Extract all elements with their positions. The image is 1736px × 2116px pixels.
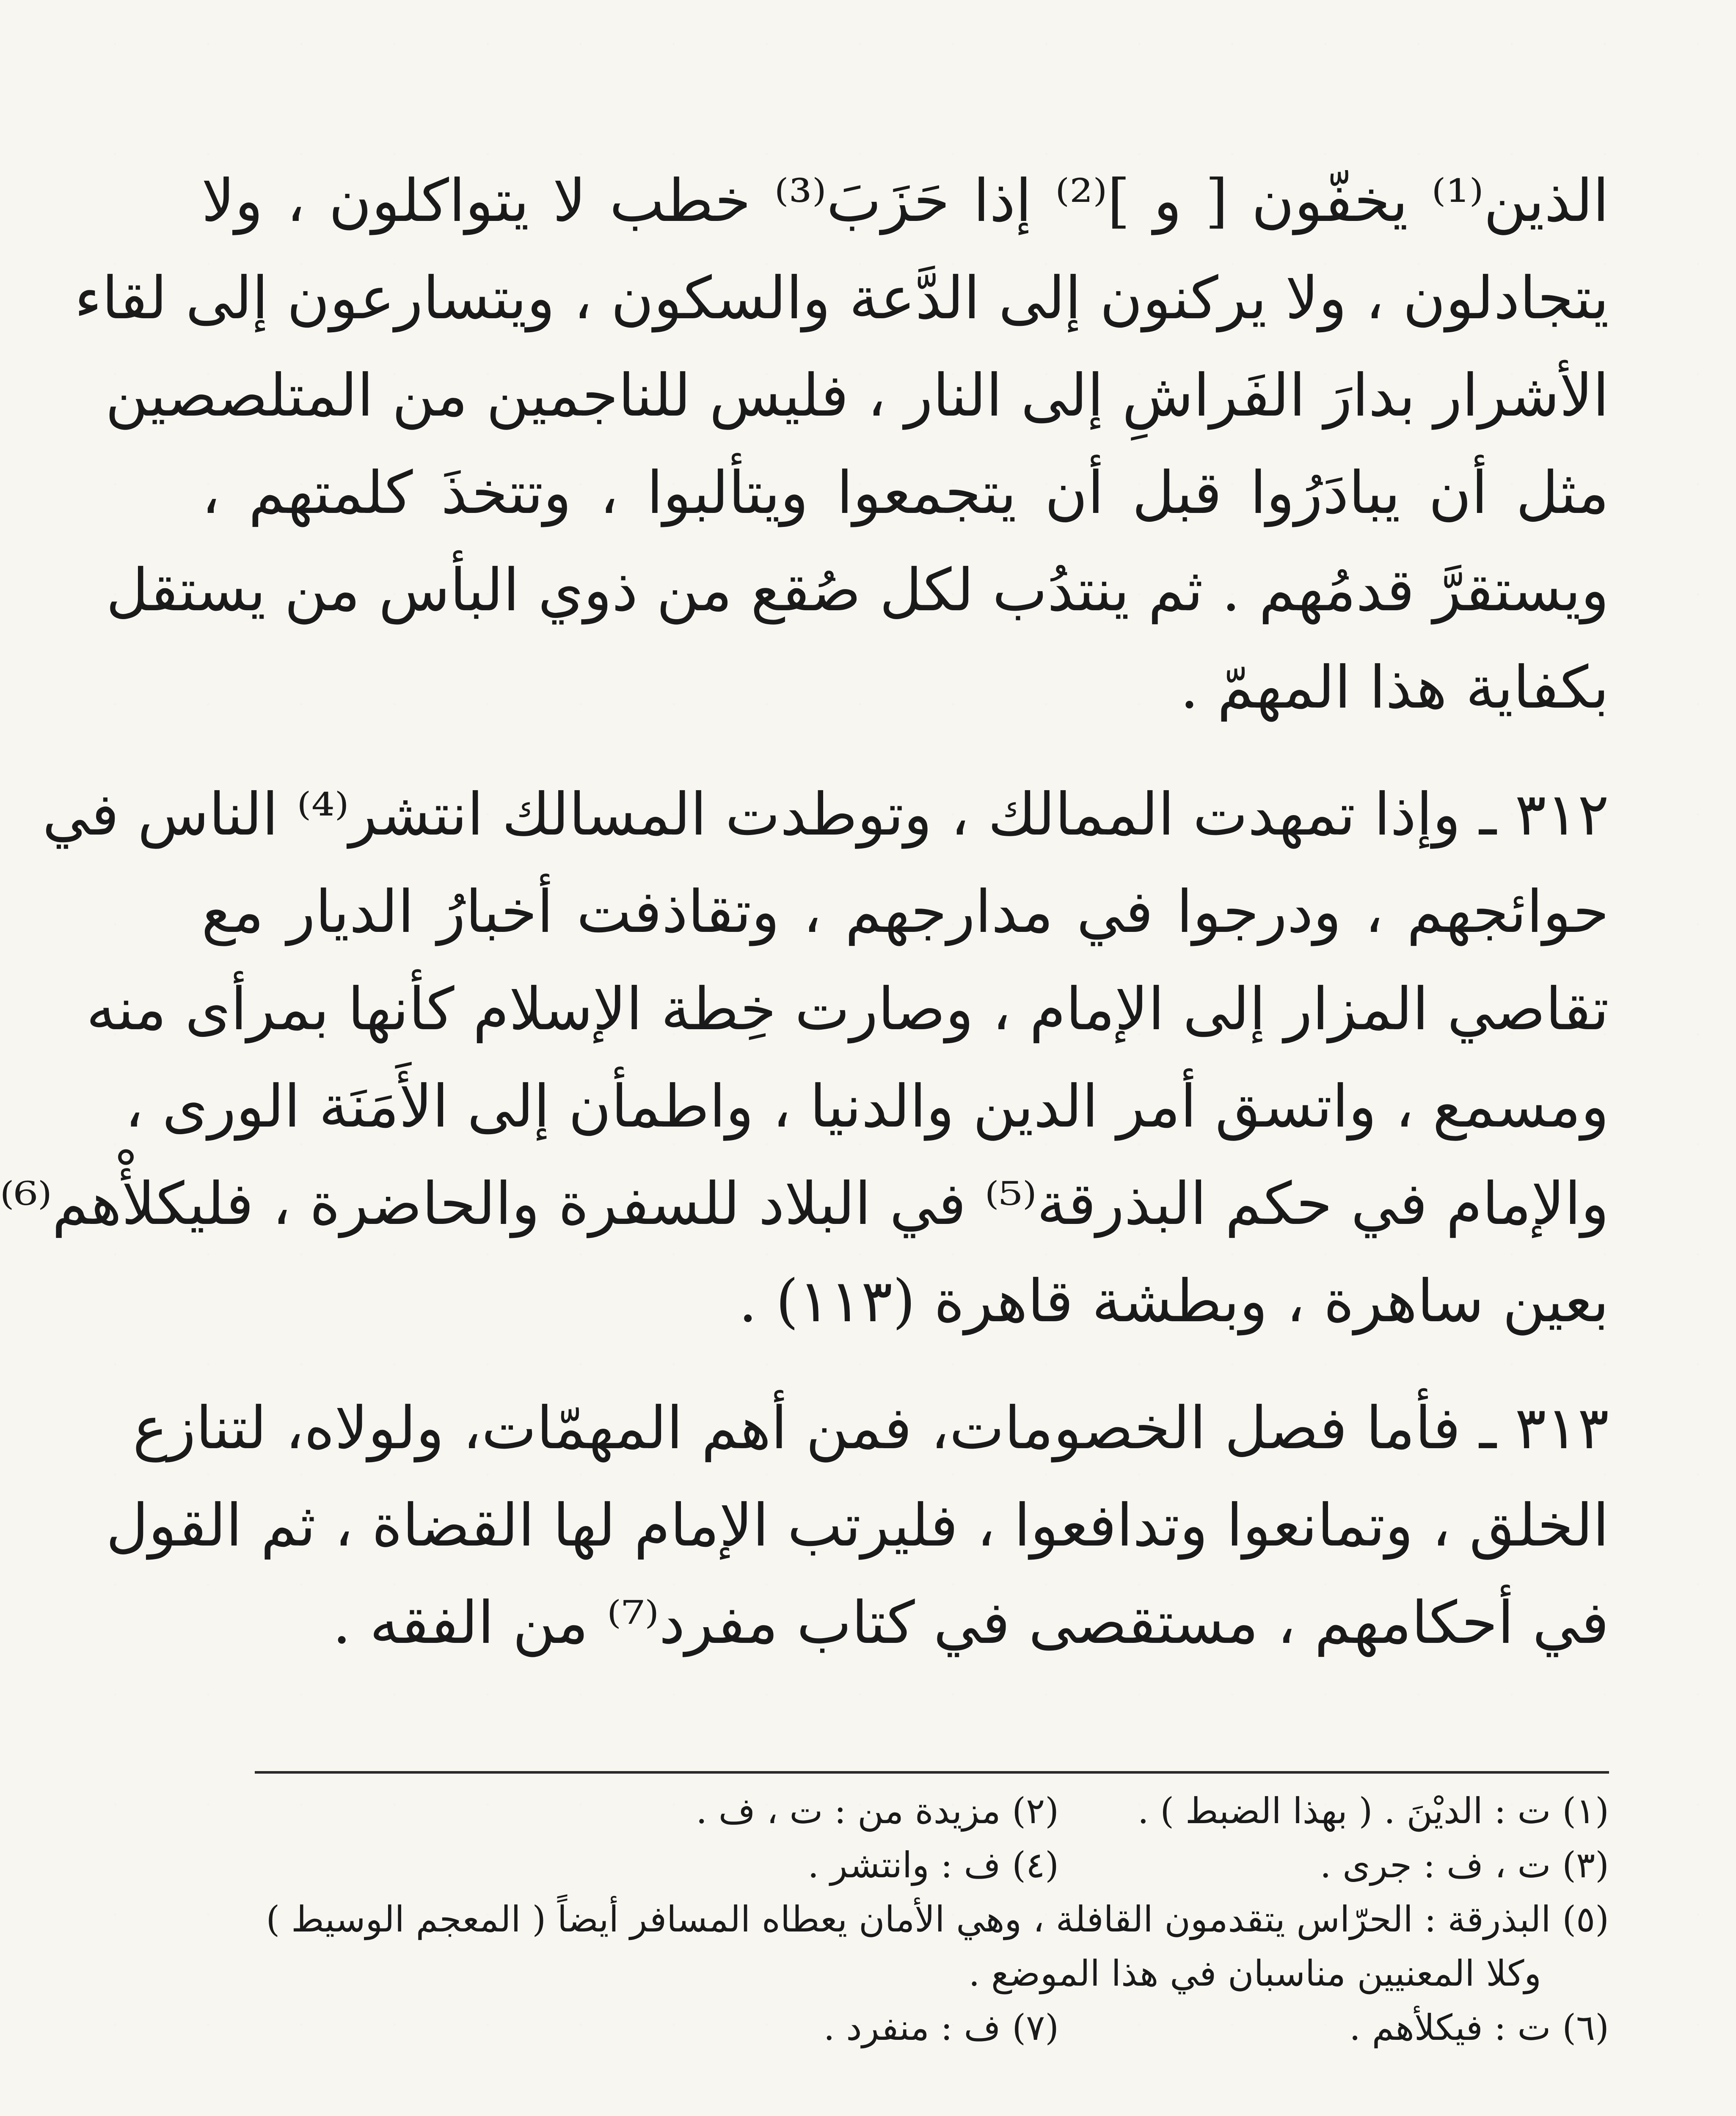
text-line: ٣١٢ ـ وإذا تمهدت الممالك ، وتوطدت المسالك انتشر⁽⁴⁾ الناس في	[42, 780, 1609, 849]
footnote-1: (١) ت : الديْنَ . ( بهذا الضبط ) .	[1137, 1790, 1609, 1832]
text-line: يتجادلون ، ولا يركنون إلى الدَّعة والسكون ، ويتسارعون إلى لقاء	[74, 264, 1609, 332]
text-line: الأشرار بدارَ الفَراشِ إلى النار ، فليس للناجمين من المتلصصين	[105, 361, 1609, 430]
text-line: الخلق ، وتمانعوا وتدافعوا ، فليرتب الإمام لها القضاة ، ثم القول	[106, 1491, 1609, 1559]
paragraph-spacer	[201, 736, 1609, 766]
text-line: ٣١٣ ـ فأما فصل الخصومات، فمن أهم المهمّات، ولولاه، لتنازع	[132, 1394, 1609, 1462]
footnotes	[180, 1784, 1609, 2055]
text-line: ومسمع ، واتسق أمر الدين والدنيا ، واطمأن إلى الأَمَنَة الورى ،	[124, 1072, 1609, 1141]
text-line: والإمام في حكم البذرقة⁽⁵⁾ في البلاد للسفرة والحاضرة ، فليكلأْهم⁽⁶⁾	[0, 1170, 1609, 1238]
footnote-3: (٣) ت ، ف : جرى .	[1320, 1844, 1609, 1886]
footnote-row	[180, 2000, 1609, 2055]
paragraph-1	[74, 152, 1609, 736]
footnote-7: (٧) ف : منفرد .	[823, 2007, 1059, 2048]
paragraph-3	[106, 1380, 1609, 1672]
footnote-divider	[255, 1771, 1609, 1774]
paragraph-spacer	[201, 1350, 1609, 1380]
text-line: في أحكامهم ، مستقصى في كتاب مفرد⁽⁷⁾ من الفقه .	[332, 1589, 1609, 1657]
main-text	[0, 152, 1609, 1672]
text-line: تقاصي المزار إلى الإمام ، وصارت خِطة الإسلام كأنها بمرأى منه	[86, 975, 1609, 1043]
footnote-2: (٢) مزيدة من : ت ، ف .	[696, 1790, 1059, 1832]
text-line: حوائجهم ، ودرجوا في مدارجهم ، وتقاذفت أخبارُ الديار مع	[201, 878, 1609, 946]
text-line: بكفاية هذا المهمّ .	[1180, 653, 1609, 722]
text-line: بعين ساهرة ، وبطشة قاهرة (١١٣) .	[738, 1267, 1609, 1335]
footnote-6: (٦) ت : فيكلأهم .	[1349, 2007, 1609, 2048]
text-line: ويستقرَّ قدمُهم . ثم ينتدُب لكل صُقع من ذوي البأس من يستقل	[106, 556, 1609, 624]
paragraph-2	[0, 766, 1609, 1350]
text-line: مثل أن يبادَرُوا قبل أن يتجمعوا ويتألبوا ، وتتخذَ كلمتهم ،	[201, 459, 1609, 527]
footnote-5: (٥) البذرقة : الحرّاس يتقدمون القافلة ، وهي الأمان يعطاه المسافر أيضاً ( المعجم الوسيط )	[266, 1898, 1609, 1940]
footnote-row	[180, 1784, 1609, 1838]
text-line: الذين⁽¹⁾ يخفّون [ و ]⁽²⁾ إذا حَزَبَ⁽³⁾ خطب لا يتواكلون ، ولا	[201, 167, 1609, 235]
footnote-5-continuation: وكلا المعنيين مناسبان في هذا الموضع .	[968, 1953, 1541, 1994]
footnote-row	[180, 1838, 1609, 1892]
footnote-4: (٤) ف : وانتشر .	[807, 1844, 1059, 1886]
